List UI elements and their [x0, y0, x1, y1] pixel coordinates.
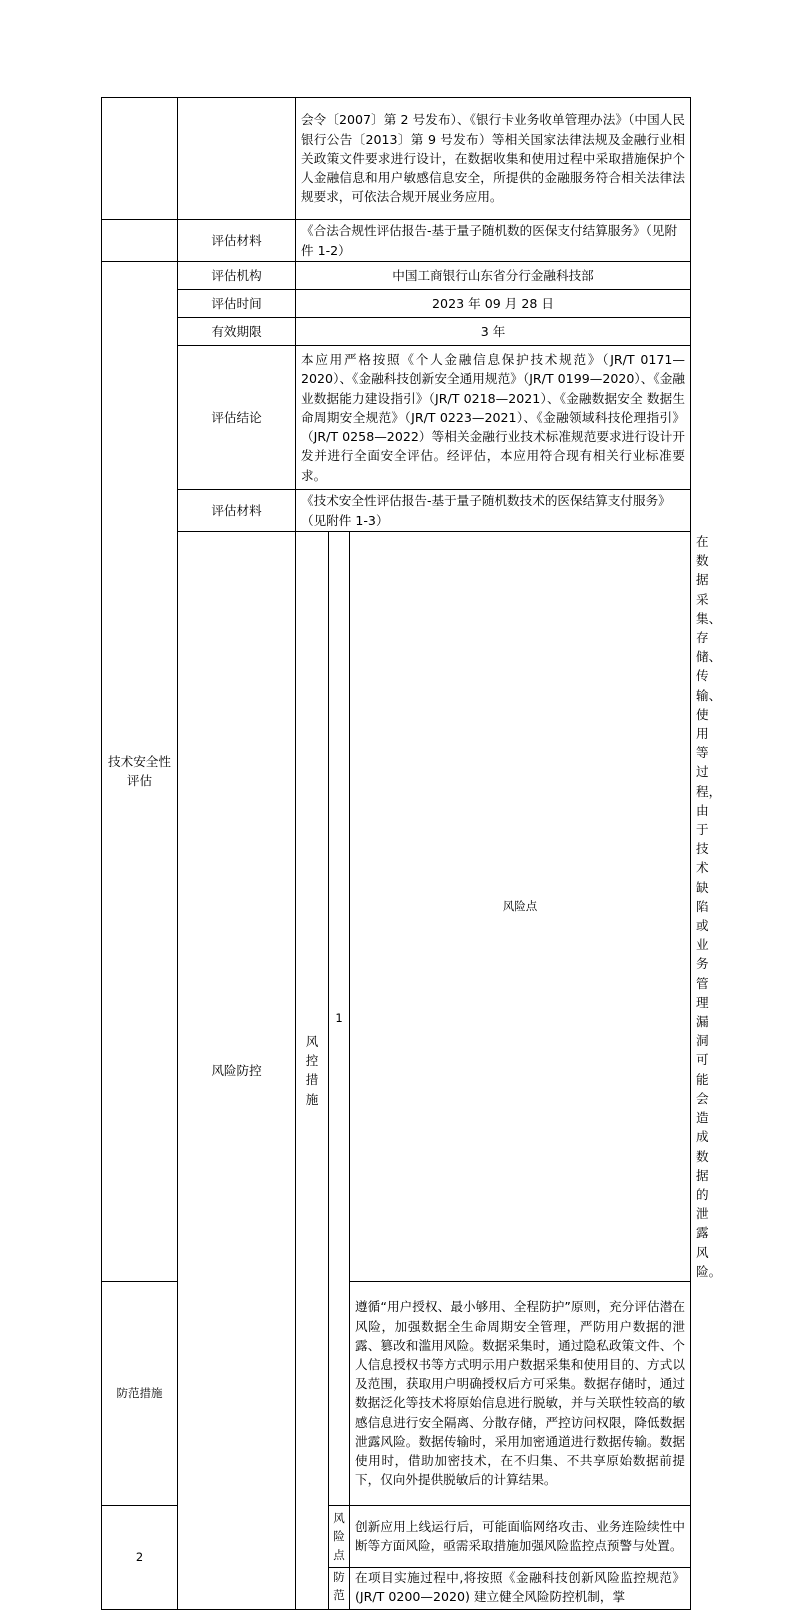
empty-section-cell: [102, 220, 178, 262]
risk-point-text: 创新应用上线运行后，可能面临网络攻击、业务连险续性中断等方面风险，亟需采取措施加强风险监控点预警与处置。: [350, 1505, 691, 1567]
tech-conclusion-value: 本应用严格按照《个人金融信息保护技术规范》（JR/T 0171—2020）、《金融科技创新安全通用规范》（JR/T 0199—2020）、《金融业数据能力建设指引》（JR/T 0218—2021）、《金融数据安全 数据生命周期安全规范》（JR/T 0223—2021）、《金融领域科技伦理指引》（JR/T 0258—2022）等相关金融行业技术标准规范要求进行设计开发并进行全面安全评估。经评估，本应用符合现有相关行业标准要求。: [296, 346, 691, 490]
legal-basis-text: 会令〔2007〕第 2 号发布）、《银行卡业务收单管理办法》（中国人民银行公告〔2013〕第 9 号发布）等相关国家法律法规及金融行业相关政策文件要求进行设计，在数据收集和使用过程中采取措施保护个人金融信息和用户敏感信息安全，所提供的金融服务符合相关法律法规要求，可依法合规开展业务应用。: [296, 98, 691, 220]
empty-section-cell: [102, 98, 178, 220]
legal-materials-label: 评估材料: [178, 220, 296, 262]
risk-point-label: 风险点: [350, 532, 691, 1282]
risk-measure-text: 遵循“用户授权、最小够用、全程防护”原则，充分评估潜在风险，加强数据全生命周期安全管理，严防用户数据的泄露、篡改和滥用风险。数据采集时，通过隐私政策文件、个人信息授权书等方式明示用户数据采集和使用目的、方式以及范围，获取用户明确授权后方可采集。数据存储时，通过数据泛化等技术将原始信息进行脱敏，并与关联性较高的敏感信息进行安全隔离、分散存储，严控访问权限，降低数据泄露风险。数据传输时，采用加密通道进行数据传输。数据使用时，借助加密技术，在不归集、不共享原始数据前提下，仅向外提供脱敏后的计算结果。: [350, 1281, 691, 1505]
tech-date-value: 2023 年 09 月 28 日: [296, 290, 691, 318]
empty-label-cell: [178, 98, 296, 220]
risk-item-number: 2: [102, 1505, 178, 1609]
risk-measure-text: 在项目实施过程中,将按照《金融科技创新风险监控规范》(JR/T 0200—2020) 建立健全风险防控机制，掌: [350, 1567, 691, 1609]
tech-materials-label: 评估材料: [178, 490, 296, 532]
tech-section-label: 技术安全性评估: [102, 262, 178, 1282]
tech-materials-value: 《技术安全性评估报告-基于量子随机数技术的医保结算支付服务》（见附件 1-3）: [296, 490, 691, 532]
risk-measure-label: 防范措施: [102, 1281, 178, 1505]
assessment-table: 会令〔2007〕第 2 号发布）、《银行卡业务收单管理办法》（中国人民银行公告〔2013〕第 9 号发布）等相关国家法律法规及金融行业相关政策文件要求进行设计，在数据收集和使用过程中采取措施保护个人金融信息和用户敏感信息安全，所提供的金融服务符合相关法律法规要求，可依法合规开展业务应用。 评估材料 《合法合规性评估报告-基于量子随机数的医保支付结算服务》（见附件 1-2） 技术安全性评估 评估机构 中国工商银行山东省分行金融科技部 评估时间 2023 年 09 月 28 日 有效期限 3 年 评估结论 本应用严格按照《个人金融信息保护技术规范》（JR/T 0171—2020）、《金融科技创新安全通用规范》（JR/T 0199—2020）、《金融业数据能力建设指引》（JR/T 0218—2021）、《金融数据安全 数据生命周期安全规范》（JR/T 0223—2021）、《金融领域科技伦理指引》（JR/T 0258—2022）等相关金融行业技术标准规范要求进行设计开发并进行全面安全评估。经评估，本应用符合现有相关行业标准要求。 评估材料 《技术安全性评估报告-基于量子随机数技术的医保结算支付服务》（见附件 1-3） 风险防控 风控措施 1 风险点 在数据采集、存储、传输、使用等过程，由于技术缺陷或业务管理漏洞可能会造成数据的泄露风险。 防范措施 遵循“用户授权、最小够用、全程防护”原则，充分评估潜在风险，加强数据全生命周期安全管理，严防用户数据的泄露、篡改和滥用风险。数据采集时，通过隐私政策文件、个人信息授权书等方式明示用户数据采集和使用目的、方式以及范围，获取用户明确授权后方可采集。数据存储时，通过数据泛化等技术将原始信息进行脱敏，并与关联性较高的敏感信息进行安全隔离、分散存储，严控访问权限，降低数据泄露风险。数据传输时，采用加密通道进行数据传输。数据使用时，借助加密技术，在不归集、不共享原始数据前提下，仅向外提供脱敏后的计算结果。 2 风险点 创新应用上线运行后，可能面临网络攻击、业务连险续性中断等方面风险，亟需采取措施加强风险监控点预警与处置。 防范 在项目实施过程中,将按照《金融科技创新风险监控规范》(JR/T 0200—2020) 建立健全风险防控机制，掌: [101, 97, 691, 1610]
tech-validity-label: 有效期限: [178, 318, 296, 346]
tech-date-label: 评估时间: [178, 290, 296, 318]
risk-item-number: 1: [329, 532, 350, 1506]
risk-point-label: 风险点: [329, 1505, 350, 1567]
legal-materials-value: 《合法合规性评估报告-基于量子随机数的医保支付结算服务》（见附件 1-2）: [296, 220, 691, 262]
risk-section-label: 风险防控: [178, 532, 296, 1610]
risk-measure-label: 防范: [329, 1567, 350, 1609]
risk-sub-label: 风控措施: [296, 532, 329, 1610]
tech-validity-value: 3 年: [296, 318, 691, 346]
tech-org-label: 评估机构: [178, 262, 296, 290]
tech-conclusion-label: 评估结论: [178, 346, 296, 490]
tech-org-value: 中国工商银行山东省分行金融科技部: [296, 262, 691, 290]
